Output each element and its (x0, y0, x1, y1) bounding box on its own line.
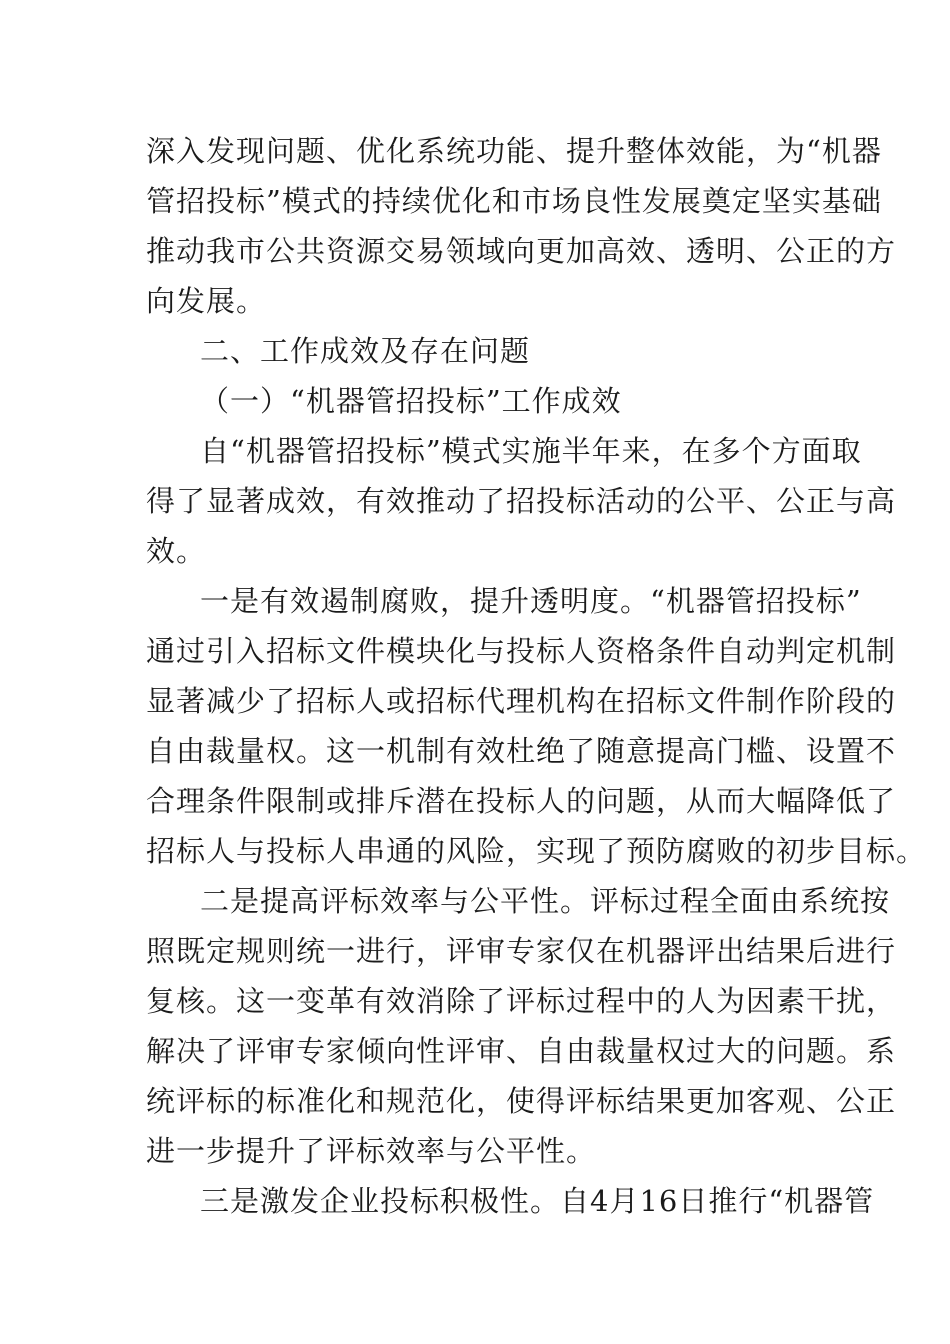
text-line: 深入发现问题、优化系统功能、提升整体效能，为“机器 (146, 134, 882, 168)
paragraph-first-line: 自“机器管招投标”模式实施半年来，在多个方面取 (200, 434, 862, 468)
text-line: 通过引入招标文件模块化与投标人资格条件自动判定机制 (146, 634, 897, 668)
text-line: 推动我市公共资源交易领域向更加高效、透明、公正的方 (146, 234, 897, 268)
text-line: 统评标的标准化和规范化，使得评标结果更加客观、公正 (146, 1084, 897, 1118)
text-line: 得了显著成效，有效推动了招投标活动的公平、公正与高 (146, 484, 897, 518)
paragraph-first-line: 三是激发企业投标积极性。自4月16日推行“机器管 (200, 1184, 875, 1218)
section-heading: 二、工作成效及存在问题 (200, 334, 531, 368)
text-line: 管招投标”模式的持续优化和市场良性发展奠定坚实基础 (146, 184, 882, 218)
text-line: 进一步提升了评标效率与公平性。 (146, 1134, 597, 1168)
text-line: 效。 (146, 534, 207, 568)
paragraph-first-line: 二是提高评标效率与公平性。评标过程全面由系统按 (200, 884, 891, 918)
text-line: 自由裁量权。这一机制有效杜绝了随意提高门槛、设置不 (146, 734, 897, 768)
text-line: 合理条件限制或排斥潜在投标人的问题，从而大幅降低了 (146, 784, 897, 818)
subsection-heading: （一）“机器管招投标”工作成效 (200, 384, 622, 418)
text-line: 向发展。 (146, 284, 267, 318)
text-line: 照既定规则统一进行，评审专家仅在机器评出结果后进行 (146, 934, 897, 968)
text-line: 显著减少了招标人或招标代理机构在招标文件制作阶段的 (146, 684, 897, 718)
text-line: 招标人与投标人串通的风险，实现了预防腐败的初步目标。 (146, 834, 927, 868)
paragraph-first-line: 一是有效遏制腐败，提升透明度。“机器管招投标” (200, 584, 862, 618)
text-line: 复核。这一变革有效消除了评标过程中的人为因素干扰， (146, 984, 897, 1018)
text-line: 解决了评审专家倾向性评审、自由裁量权过大的问题。系 (146, 1034, 897, 1068)
